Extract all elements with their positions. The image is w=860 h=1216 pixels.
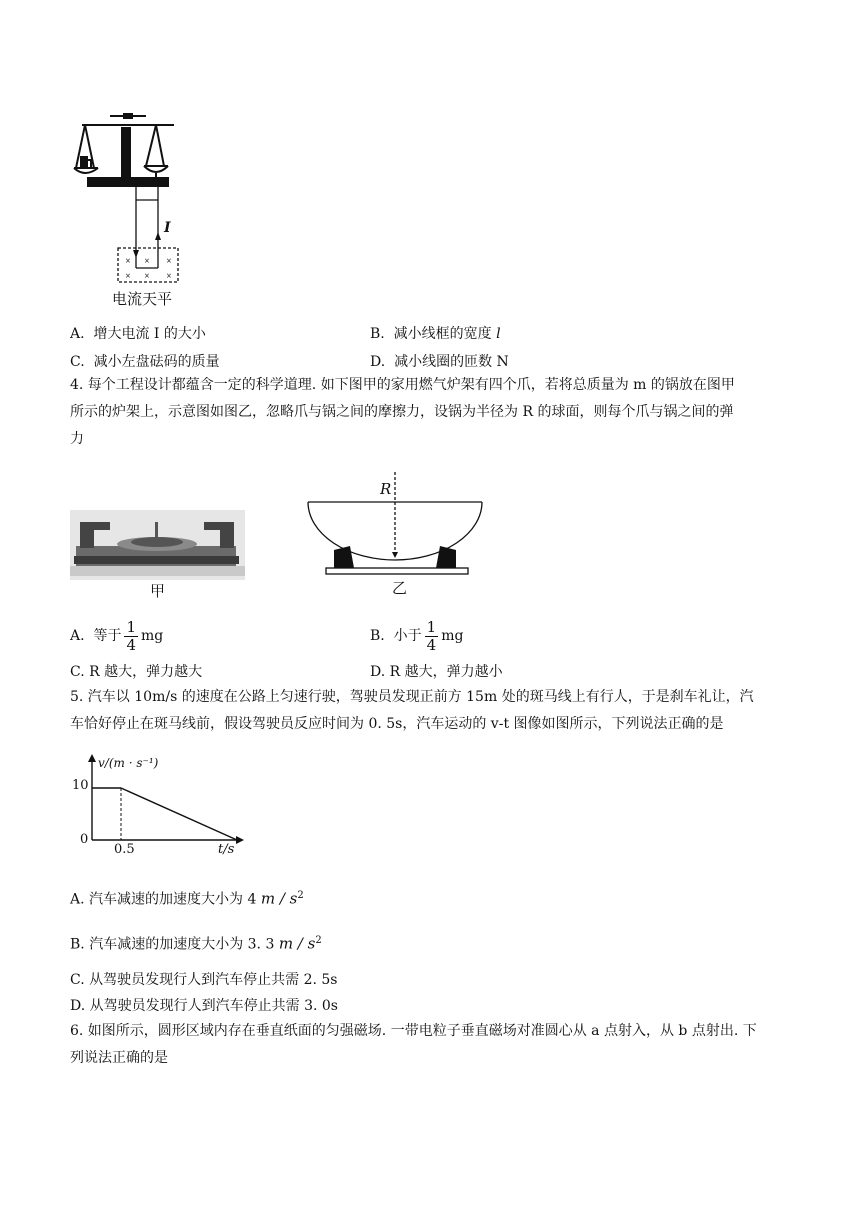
svg-text:×: × bbox=[166, 272, 172, 280]
q3-option-b[interactable]: B. 减小线框的宽度 l bbox=[370, 326, 501, 342]
q4-stem-line3: 力 bbox=[70, 431, 84, 447]
q5-option-d[interactable]: D. 从驾驶员发现行人到汽车停止共需 3. 0s bbox=[70, 998, 338, 1014]
q6-stem bbox=[70, 1018, 800, 1072]
pot-caption: 乙 bbox=[392, 579, 408, 597]
svg-text:×: × bbox=[144, 257, 150, 265]
vt-chart bbox=[70, 752, 250, 862]
svg-text:×: × bbox=[144, 272, 150, 280]
q5-stem-line1: 5. 汽车以 10m/s 的速度在公路上匀速行驶，驾驶员发现正前方 15m 处的斑马线上有行人，于是刹车礼让，汽 bbox=[70, 689, 754, 705]
y-axis-label: v/(m · s⁻¹) bbox=[98, 756, 159, 770]
svg-text:×: × bbox=[166, 257, 172, 265]
origin-label: 0 bbox=[80, 832, 89, 847]
q4-option-d[interactable]: D. R 越大，弹力越小 bbox=[370, 664, 503, 680]
current-label: I bbox=[164, 220, 171, 236]
fraction-one-quarter: $\frac{1}{4}$ bbox=[426, 617, 437, 654]
stove-caption: 甲 bbox=[150, 582, 166, 600]
q5-option-a[interactable]: A. 汽车减速的加速度大小为 4 m / $s^2$ bbox=[70, 889, 304, 908]
q4-stem-line2: 所示的炉架上，示意图如图乙，忽略爪与锅之间的摩擦力，设锅为半径为 R 的球面，则每个爪与锅之间的弹 bbox=[70, 404, 734, 420]
q4-option-c[interactable]: C. R 越大，弹力越大 bbox=[70, 664, 203, 680]
q3-option-d[interactable]: D. 减小线圈的匝数 N bbox=[370, 354, 509, 370]
x-axis-arrow bbox=[236, 836, 244, 844]
x-axis-label: t/s bbox=[218, 842, 235, 857]
q5-stem-line2: 车恰好停止在斑马线前，假设驾驶员反应时间为 0. 5s，汽车运动的 v-t 图像如图所示，下列说法正确的是 bbox=[70, 716, 724, 732]
balance-caption: 电流天平 bbox=[112, 290, 173, 308]
q4-option-a[interactable]: A. 等于 $\frac{1}{4}$ mg bbox=[70, 617, 164, 654]
pot-diagram-figure bbox=[300, 470, 490, 600]
series-segment-1 bbox=[121, 788, 237, 840]
q5-stem bbox=[70, 684, 800, 738]
fraction-one-quarter: $\frac{1}{4}$ bbox=[126, 617, 137, 654]
pot-radius-label: R bbox=[380, 480, 392, 498]
q5-option-c[interactable]: C. 从驾驶员发现行人到汽车停止共需 2. 5s bbox=[70, 972, 338, 988]
q4-option-b[interactable]: B. 小于 $\frac{1}{4}$ mg bbox=[370, 617, 464, 654]
q6-stem-line1: 6. 如图所示，圆形区域内存在垂直纸面的匀强磁场. 一带电粒子垂直磁场对准圆心从 a 点射入，从 b 点射出. 下 bbox=[70, 1023, 757, 1039]
q3-option-c[interactable]: C. 减小左盘砝码的质量 bbox=[70, 354, 220, 370]
q5-option-b[interactable]: B. 汽车减速的加速度大小为 3. 3 m / $s^2$ bbox=[70, 934, 322, 953]
q6-stem-line2: 列说法正确的是 bbox=[70, 1050, 168, 1066]
q4-stem bbox=[70, 372, 800, 453]
q4-stem-line1: 4. 每个工程设计都蕴含一定的科学道理. 如下图甲的家用燃气炉架有四个爪，若将总质量为 m 的锅放在图甲 bbox=[70, 377, 735, 393]
y-tick-label: 10 bbox=[72, 778, 89, 793]
stove-figure bbox=[70, 510, 245, 600]
current-balance-figure bbox=[70, 108, 190, 308]
x-tick-label: 0.5 bbox=[114, 842, 135, 857]
y-axis-arrow bbox=[88, 754, 96, 762]
q3-option-a[interactable]: A. 增大电流 I 的大小 bbox=[70, 326, 206, 342]
svg-text:×: × bbox=[125, 272, 131, 280]
svg-text:×: × bbox=[125, 257, 131, 265]
